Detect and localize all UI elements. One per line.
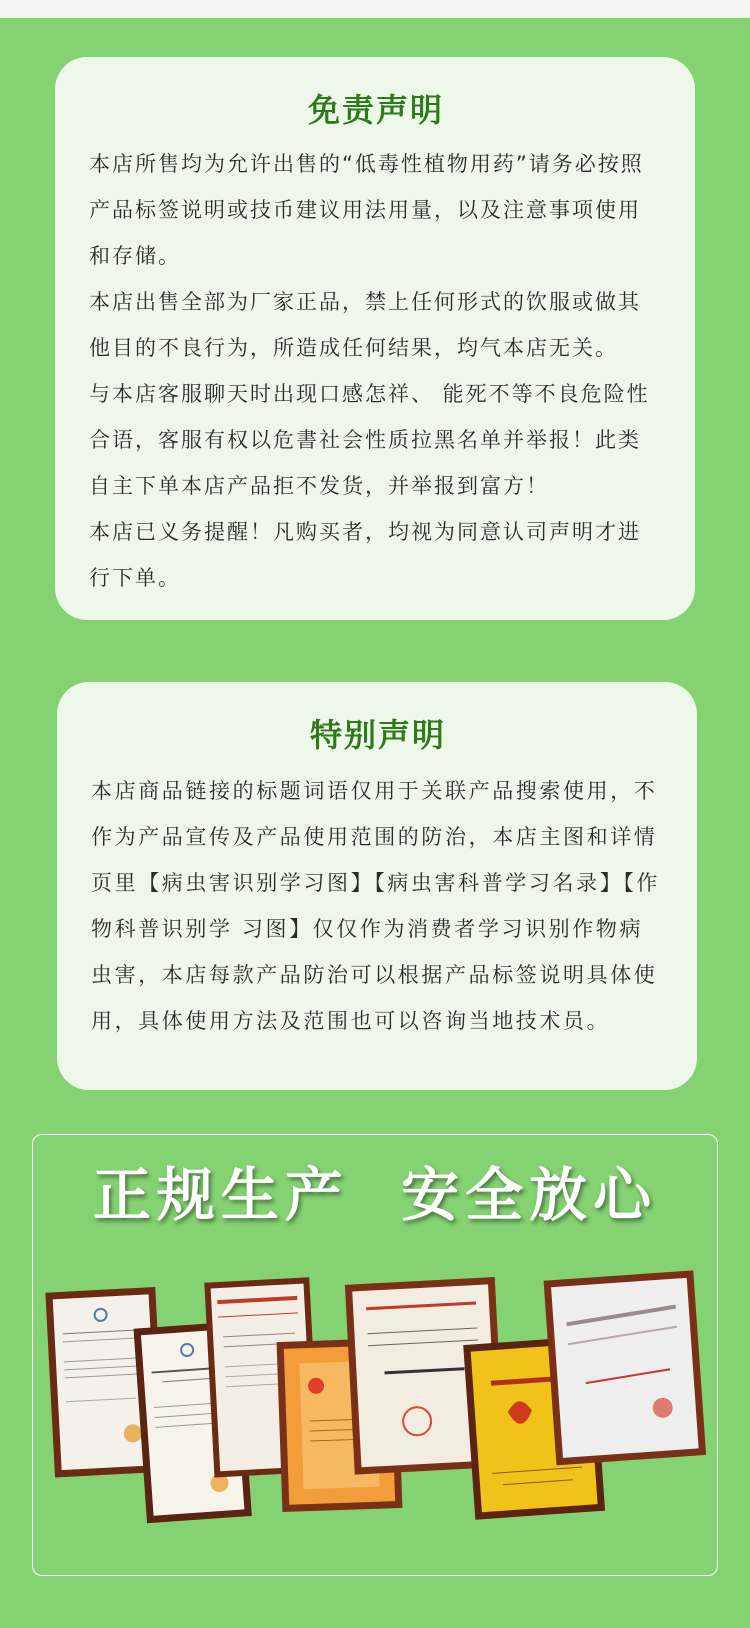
disclaimer-paragraph-3: 与本店客服聊天时出现口感怎祥、 能死不等不良危险性合语，客服有权以危書社会性质拉黑名单并举报！此类自主下单本店产品拒不发货，并举报到富方！ bbox=[89, 382, 650, 498]
disclaimer-paragraph-1: 本店所售均为允许出售的“低毒性植物用药”请务必按照产品标签说明或技币建议用法用量，以及注意事项使用和存储。 bbox=[89, 152, 644, 268]
special-notice-title: 特别声明 bbox=[309, 716, 446, 754]
disclaimer-card bbox=[55, 57, 695, 620]
slogan-heading: 正规生产 安全放心 bbox=[92, 1161, 658, 1229]
certificate-frame-integrity-merchant bbox=[544, 1270, 707, 1465]
special-notice-paragraph: 本店商品链接的标题词语仅用于关联产品搜索使用，不作为产品宣传及产品使用范围的防治，本店主图和详情页里【病虫害识别学习图】【病虫害科普学习名录】【作物科普识别学 习图】仅仅作为消费者学习识别作物病虫害，本店每款产品防治可以根据产品标签说明具体使用，具体使用方法及范围也可以咨询当地技术员。 bbox=[91, 779, 660, 1033]
special-notice-card bbox=[57, 682, 697, 1090]
disclaimer-paragraph-4: 本店已义务提醒！凡购买者，均视为同意认司声明才进行下单。 bbox=[89, 520, 641, 590]
certificates-image bbox=[40, 1270, 710, 1540]
disclaimer-paragraph-2: 本店出售全部为厂家正品，禁上任何形式的饮服或做其他目的不良行为，所造成任何结果，均气本店无关。 bbox=[89, 290, 641, 360]
disclaimer-title: 免责声明 bbox=[307, 91, 444, 129]
